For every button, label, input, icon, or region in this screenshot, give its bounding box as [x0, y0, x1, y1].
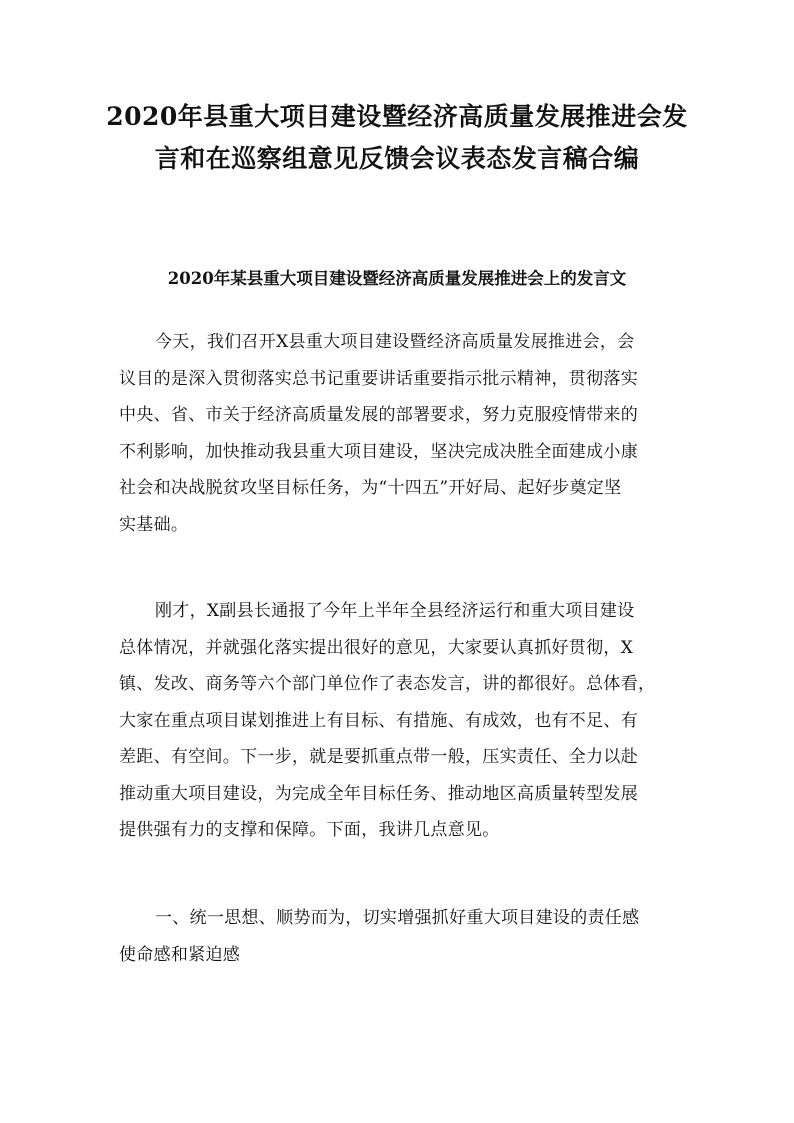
paragraph-line: 不利影响，加快推动我县重大项目建设，坚决完成决胜全面建成小康: [119, 441, 638, 462]
section-heading-line: 使命感和紧迫感: [119, 944, 241, 965]
document-title: [90, 96, 704, 180]
title-line-2: 言和在巡察组意见反馈会议表态发言稿合编: [154, 144, 640, 173]
paragraph-line: 镇、发改、商务等六个部门单位作了表态发言，讲的都很好。总体看，: [119, 674, 656, 694]
paragraph-line: 推动重大项目建设，为完成全年目标任务、推动地区高质量转型发展: [119, 783, 638, 804]
paragraph-line: 中央、省、市关于经济高质量发展的部署要求，努力克服疫情带来的: [119, 405, 638, 425]
title-line-1: 2020年县重大项目建设暨经济高质量发展推进会发: [106, 102, 688, 131]
section-heading-line: 一、统一思想、顺势而为，切实增强抓好重大项目建设的责任感: [155, 908, 640, 928]
paragraph-line: 提供强有力的支撑和保障。下面，我讲几点意见。: [119, 820, 500, 840]
paragraph-opening: [119, 324, 675, 543]
paragraph-line: 差距、有空间。下一步，就是要抓重点带一般，压实责任、全力以赴: [119, 747, 638, 767]
section-heading-1: [119, 900, 675, 973]
paragraph-line: 社会和决战脱贫攻坚目标任务，为“十四五”开好局、起好步奠定坚: [119, 478, 622, 498]
paragraph-line: 今天，我们召开X县重大项目建设暨经济高质量发展推进会，会: [155, 332, 635, 352]
paragraph-line: 实基础。: [119, 514, 189, 535]
paragraph-review: [119, 593, 675, 849]
paragraph-line: 总体情况，并就强化落实提出很好的意见，大家要认真抓好贯彻，X: [119, 637, 634, 658]
paragraph-line: 议目的是深入贯彻落实总书记重要讲话重要指示批示精神，贯彻落实: [119, 368, 638, 389]
paragraph-line: 刚才，X副县长通报了今年上半年全县经济运行和重大项目建设: [155, 601, 635, 621]
speech-subtitle: 2020年某县重大项目建设暨经济高质量发展推进会上的发言文: [167, 269, 627, 288]
paragraph-line: 大家在重点项目谋划推进上有目标、有措施、有成效，也有不足、有: [119, 710, 638, 731]
